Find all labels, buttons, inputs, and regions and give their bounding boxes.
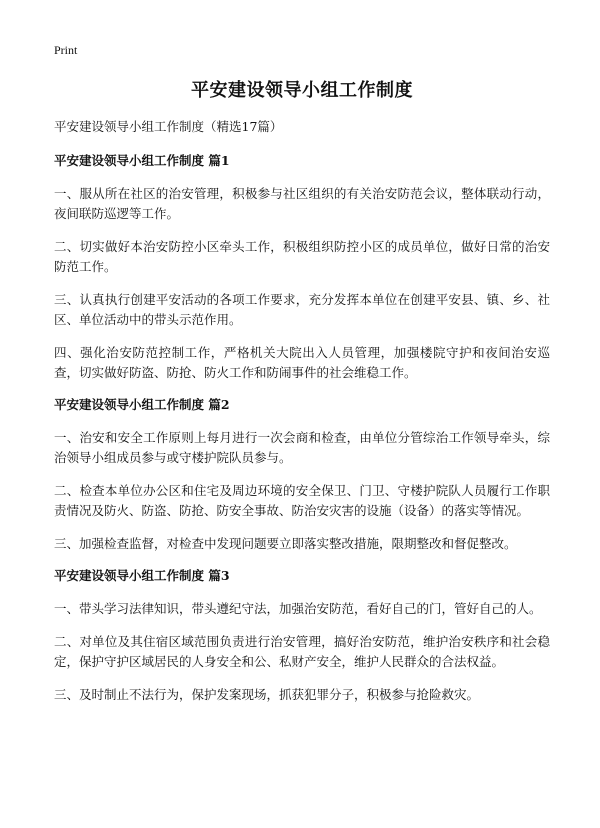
print-label: Print: [54, 43, 78, 57]
section-heading: 平安建设领导小组工作制度 篇2: [54, 397, 230, 412]
paragraph: 一、带头学习法律知识，带头遵纪守法，加强治安防范，看好自己的门，管好自己的人。: [54, 601, 542, 616]
section-heading: 平安建设领导小组工作制度 篇1: [54, 153, 230, 168]
paragraph: 二、切实做好本治安防控小区牵头工作，积极组织防控小区的成员单位，做好日常的治安防范工作。: [54, 239, 550, 274]
paragraph: 一、治安和安全工作原则上每月进行一次会商和检查，由单位分管综治工作领导牵头，综治领导小组成员参与或守楼护院队员参与。: [54, 430, 550, 465]
paragraph: 三、认真执行创建平安活动的各项工作要求，充分发挥本单位在创建平安县、镇、乡、社区、单位活动中的带头示范作用。: [54, 292, 550, 327]
section-3: [54, 567, 550, 705]
section-2: [54, 396, 550, 554]
paragraph: 一、服从所在社区的治安管理，积极参与社区组织的有关治安防范会议，整体联动行动，夜间联防巡逻等工作。: [54, 186, 550, 221]
page-title: 平安建设领导小组工作制度: [191, 80, 413, 101]
paragraph: 三、加强检查监督，对检查中发现问题要立即落实整改措施，限期整改和督促整改。: [54, 536, 517, 551]
section-heading: 平安建设领导小组工作制度 篇3: [54, 568, 230, 583]
document-subtitle: 平安建设领导小组工作制度（精选17篇）: [54, 119, 283, 134]
paragraph: 三、及时制止不法行为，保护发案现场，抓获犯罪分子，积极参与抢险救灾。: [54, 687, 480, 702]
paragraph: 四、强化治安防范控制工作，严格机关大院出入人员管理，加强楼院守护和夜间治安巡查，切实做好防盗、防抢、防火工作和防闹事件的社会维稳工作。: [54, 345, 550, 380]
paragraph: 二、对单位及其住宿区域范围负责进行治安管理，搞好治安防范，维护治安秩序和社会稳定，保护守护区域居民的人身安全和公、私财产安全，维护人民群众的合法权益。: [54, 634, 550, 669]
section-1: [54, 152, 550, 383]
paragraph: 二、检查本单位办公区和住宅及周边环境的安全保卫、门卫、守楼护院队人员履行工作职责情况及防火、防盗、防抢、防安全事故、防治安灾害的设施（设备）的落实等情况。: [54, 483, 550, 518]
